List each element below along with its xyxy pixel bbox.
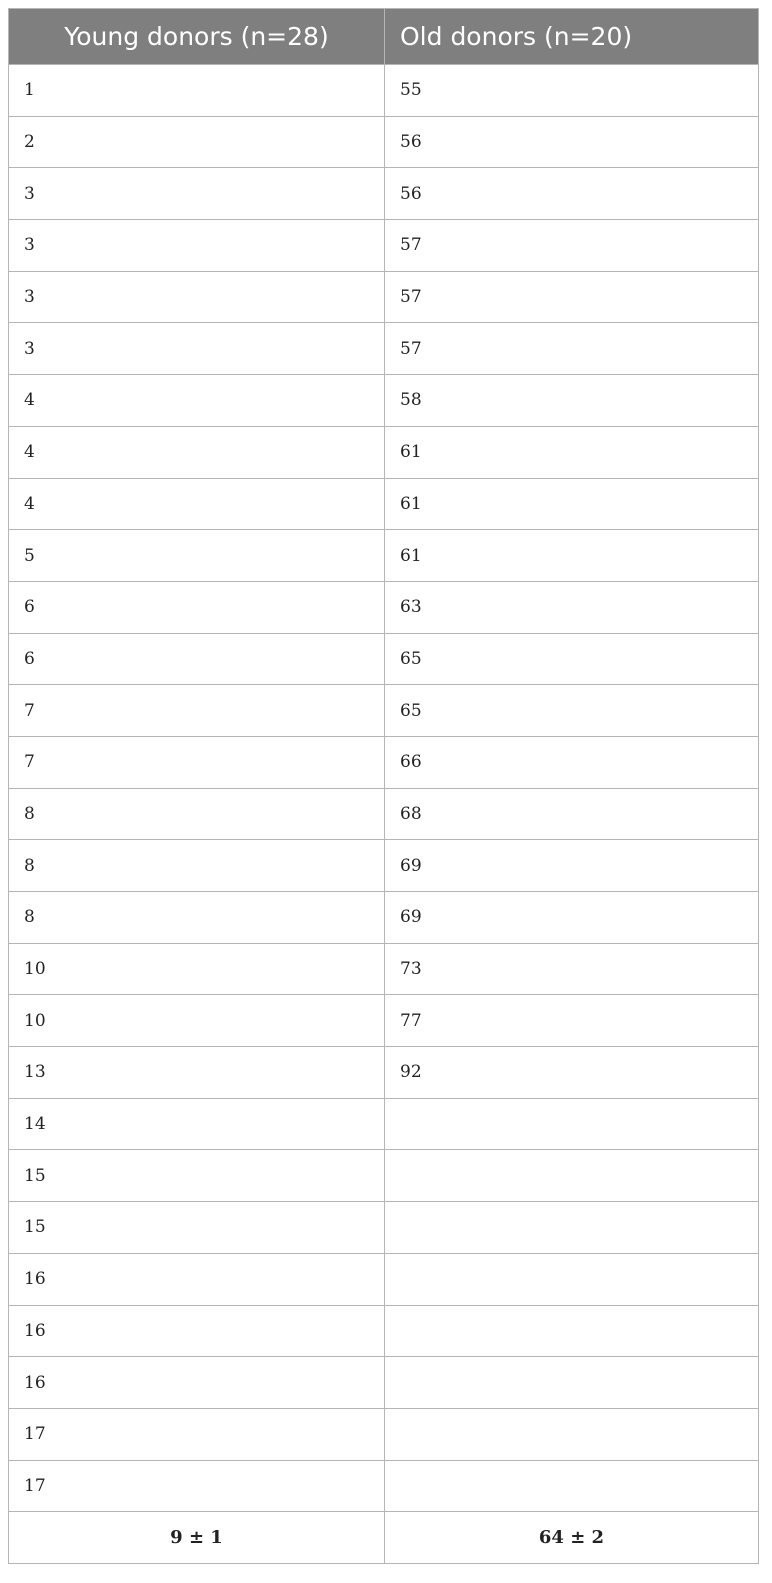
young-donor-age-cell: 7 <box>9 685 385 737</box>
young-donor-age-cell: 16 <box>9 1253 385 1305</box>
young-donor-age-cell: 17 <box>9 1460 385 1512</box>
young-donor-age-cell: 10 <box>9 995 385 1047</box>
young-donor-age-cell: 8 <box>9 892 385 944</box>
table-row <box>9 1305 759 1357</box>
old-donor-age-cell <box>385 1098 759 1150</box>
donor-age-table <box>8 8 759 1564</box>
table-row <box>9 530 759 582</box>
old-donor-age-cell: 57 <box>385 323 759 375</box>
old-donor-age-cell: 57 <box>385 271 759 323</box>
young-donor-age-cell: 14 <box>9 1098 385 1150</box>
table-row <box>9 426 759 478</box>
old-donor-age-cell: 65 <box>385 685 759 737</box>
table-row <box>9 943 759 995</box>
table-row <box>9 1150 759 1202</box>
table-row <box>9 1460 759 1512</box>
old-donor-age-cell <box>385 1202 759 1254</box>
table-row <box>9 788 759 840</box>
old-donor-age-cell: 61 <box>385 530 759 582</box>
old-donor-age-cell: 92 <box>385 1047 759 1099</box>
old-donor-age-cell: 66 <box>385 736 759 788</box>
table-row <box>9 1098 759 1150</box>
table-row <box>9 65 759 117</box>
table-row <box>9 581 759 633</box>
old-donor-age-cell: 56 <box>385 168 759 220</box>
young-donor-age-cell: 15 <box>9 1202 385 1254</box>
young-donor-age-cell: 15 <box>9 1150 385 1202</box>
old-donor-age-cell: 69 <box>385 892 759 944</box>
young-donor-age-cell: 13 <box>9 1047 385 1099</box>
old-donor-age-cell: 61 <box>385 478 759 530</box>
table-row <box>9 478 759 530</box>
young-donor-age-cell: 10 <box>9 943 385 995</box>
young-donor-age-cell: 3 <box>9 323 385 375</box>
young-donor-age-cell: 4 <box>9 426 385 478</box>
table-row <box>9 892 759 944</box>
table-row <box>9 840 759 892</box>
old-donor-age-cell <box>385 1460 759 1512</box>
young-donor-age-cell: 5 <box>9 530 385 582</box>
young-donor-age-cell: 3 <box>9 271 385 323</box>
old-donor-age-cell: 73 <box>385 943 759 995</box>
young-donor-age-cell: 3 <box>9 168 385 220</box>
table-row <box>9 633 759 685</box>
summary-young-donors: 9 ± 1 <box>9 1512 385 1564</box>
young-donor-age-cell: 4 <box>9 478 385 530</box>
old-donor-age-cell <box>385 1305 759 1357</box>
table-body <box>9 65 759 1512</box>
old-donor-age-cell: 57 <box>385 220 759 272</box>
old-donor-age-cell <box>385 1253 759 1305</box>
young-donor-age-cell: 1 <box>9 65 385 117</box>
young-donor-age-cell: 6 <box>9 633 385 685</box>
young-donor-age-cell: 2 <box>9 116 385 168</box>
old-donor-age-cell <box>385 1357 759 1409</box>
table-row <box>9 1047 759 1099</box>
summary-old-donors: 64 ± 2 <box>385 1512 759 1564</box>
summary-row <box>9 1512 759 1564</box>
young-donor-age-cell: 17 <box>9 1408 385 1460</box>
young-donor-age-cell: 6 <box>9 581 385 633</box>
old-donor-age-cell: 69 <box>385 840 759 892</box>
old-donor-age-cell: 63 <box>385 581 759 633</box>
old-donor-age-cell: 68 <box>385 788 759 840</box>
young-donor-age-cell: 7 <box>9 736 385 788</box>
old-donor-age-cell: 77 <box>385 995 759 1047</box>
young-donor-age-cell: 8 <box>9 788 385 840</box>
old-donor-age-cell <box>385 1408 759 1460</box>
header-young-donors: Young donors (n=28) <box>9 9 385 65</box>
header-old-donors: Old donors (n=20) <box>385 9 759 65</box>
old-donor-age-cell: 58 <box>385 375 759 427</box>
old-donor-age-cell <box>385 1150 759 1202</box>
table-row <box>9 116 759 168</box>
old-donor-age-cell: 56 <box>385 116 759 168</box>
young-donor-age-cell: 4 <box>9 375 385 427</box>
table-row <box>9 271 759 323</box>
young-donor-age-cell: 8 <box>9 840 385 892</box>
table-row <box>9 168 759 220</box>
table-row <box>9 995 759 1047</box>
old-donor-age-cell: 61 <box>385 426 759 478</box>
table-row <box>9 1253 759 1305</box>
table-row <box>9 1202 759 1254</box>
table-row <box>9 736 759 788</box>
young-donor-age-cell: 16 <box>9 1357 385 1409</box>
table-row <box>9 220 759 272</box>
table-row <box>9 1408 759 1460</box>
table-row <box>9 375 759 427</box>
young-donor-age-cell: 3 <box>9 220 385 272</box>
young-donor-age-cell: 16 <box>9 1305 385 1357</box>
table-row <box>9 1357 759 1409</box>
old-donor-age-cell: 65 <box>385 633 759 685</box>
table-row <box>9 685 759 737</box>
old-donor-age-cell: 55 <box>385 65 759 117</box>
header-row <box>9 9 759 65</box>
table-row <box>9 323 759 375</box>
